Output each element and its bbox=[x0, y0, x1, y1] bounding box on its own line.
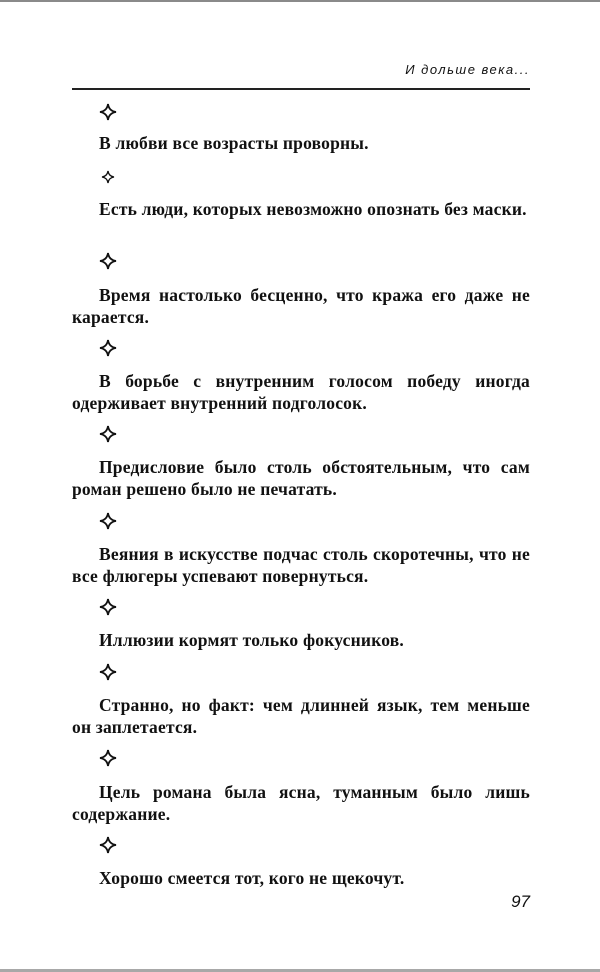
aphorism: Цель романа была ясна, туманным было лишь содержание. bbox=[72, 782, 530, 824]
aphorism: Иллюзии кормят только фокусников. bbox=[99, 630, 404, 650]
aphorism: Странно, но факт: чем длинней язык, тем меньше он заплетается. bbox=[72, 695, 530, 737]
four-point-star-icon bbox=[99, 425, 117, 443]
aphorism: В борьбе с внутренним голосом победу иногда одерживает внутренний подголосок. bbox=[72, 371, 530, 413]
four-point-star-icon bbox=[99, 836, 117, 854]
running-head: И дольше века... bbox=[405, 62, 530, 77]
four-point-star-icon bbox=[99, 252, 117, 270]
page-top-border bbox=[0, 0, 600, 2]
four-point-star-icon bbox=[99, 339, 117, 357]
four-point-star-icon bbox=[99, 749, 117, 767]
header-rule bbox=[72, 88, 530, 90]
aphorism: Хорошо смеется тот, кого не щекочут. bbox=[99, 868, 405, 888]
four-point-star-icon bbox=[99, 663, 117, 681]
aphorism: Веяния в искусстве подчас столь скоротечны, что не все флюгеры успевают повернуться. bbox=[72, 544, 530, 586]
aphorism: Время настолько бесценно, что кража его даже не карается. bbox=[72, 285, 530, 327]
four-point-star-icon bbox=[101, 170, 115, 184]
page-number: 97 bbox=[511, 892, 530, 911]
four-point-star-icon bbox=[99, 103, 117, 121]
aphorism: Предисловие было столь обстоятельным, что сам роман решено было не печатать. bbox=[72, 457, 530, 499]
aphorism: Есть люди, которых невозможно опознать без маски. bbox=[99, 199, 527, 219]
aphorism: В любви все возрасты проворны. bbox=[99, 133, 369, 153]
four-point-star-icon bbox=[99, 512, 117, 530]
four-point-star-icon bbox=[99, 598, 117, 616]
